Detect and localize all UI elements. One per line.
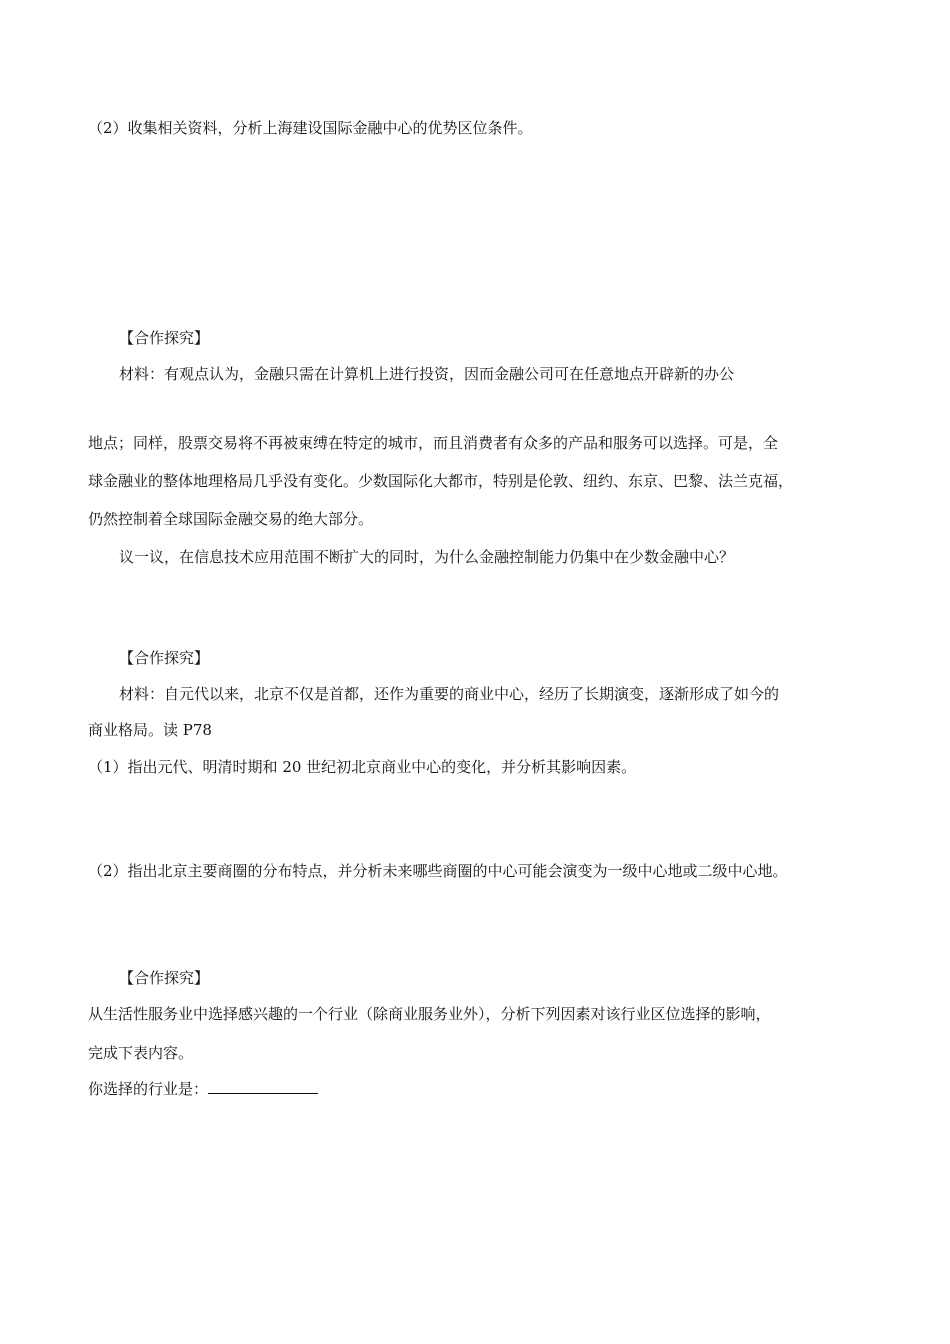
industry-choice-label: 你选择的行业是： — [88, 1080, 209, 1098]
section2-question-2: （2）指出北京主要商圈的分布特点，并分析未来哪些商圈的中心可能会演变为一级中心地或二级中心地。 — [88, 862, 788, 880]
section3-instruction-line-1: 从生活性服务业中选择感兴趣的一个行业（除商业服务业外），分析下列因素对该行业区位选择的影响， — [88, 1005, 771, 1023]
section2-material-line-2: 商业格局。读 P78 — [88, 721, 212, 739]
section2-question-1: （1）指出元代、明清时期和 20 世纪初北京商业中心的变化，并分析其影响因素。 — [88, 758, 637, 776]
section2-material-line-1: 材料：自元代以来，北京不仅是首都，还作为重要的商业中心，经历了长期演变，逐渐形成了如今的 — [119, 685, 780, 703]
section3-instruction-line-2: 完成下表内容。 — [88, 1044, 194, 1062]
section-heading-3: 【合作探究】 — [119, 969, 210, 987]
section1-material-line-1: 材料：有观点认为，金融只需在计算机上进行投资，因而金融公司可在任意地点开辟新的办公 — [119, 365, 735, 383]
section-heading-1: 【合作探究】 — [119, 329, 210, 347]
section1-question: 议一议，在信息技术应用范围不断扩大的同时，为什么金融控制能力仍集中在少数金融中心？ — [119, 548, 735, 566]
section1-material-line-2: 地点；同样，股票交易将不再被束缚在特定的城市，而且消费者有众多的产品和服务可以选择。可是，全 — [88, 434, 779, 452]
section1-material-line-4: 仍然控制着全球国际金融交易的绝大部分。 — [88, 510, 374, 528]
industry-choice-row — [88, 1079, 318, 1099]
section-heading-2: 【合作探究】 — [119, 649, 210, 667]
industry-answer-blank[interactable] — [208, 1079, 318, 1094]
question-shanghai-finance: （2）收集相关资料，分析上海建设国际金融中心的优势区位条件。 — [88, 119, 533, 137]
section1-material-line-3: 球金融业的整体地理格局几乎没有变化。少数国际化大都市，特别是伦敦、纽约、东京、巴黎、法兰克福， — [88, 472, 794, 490]
